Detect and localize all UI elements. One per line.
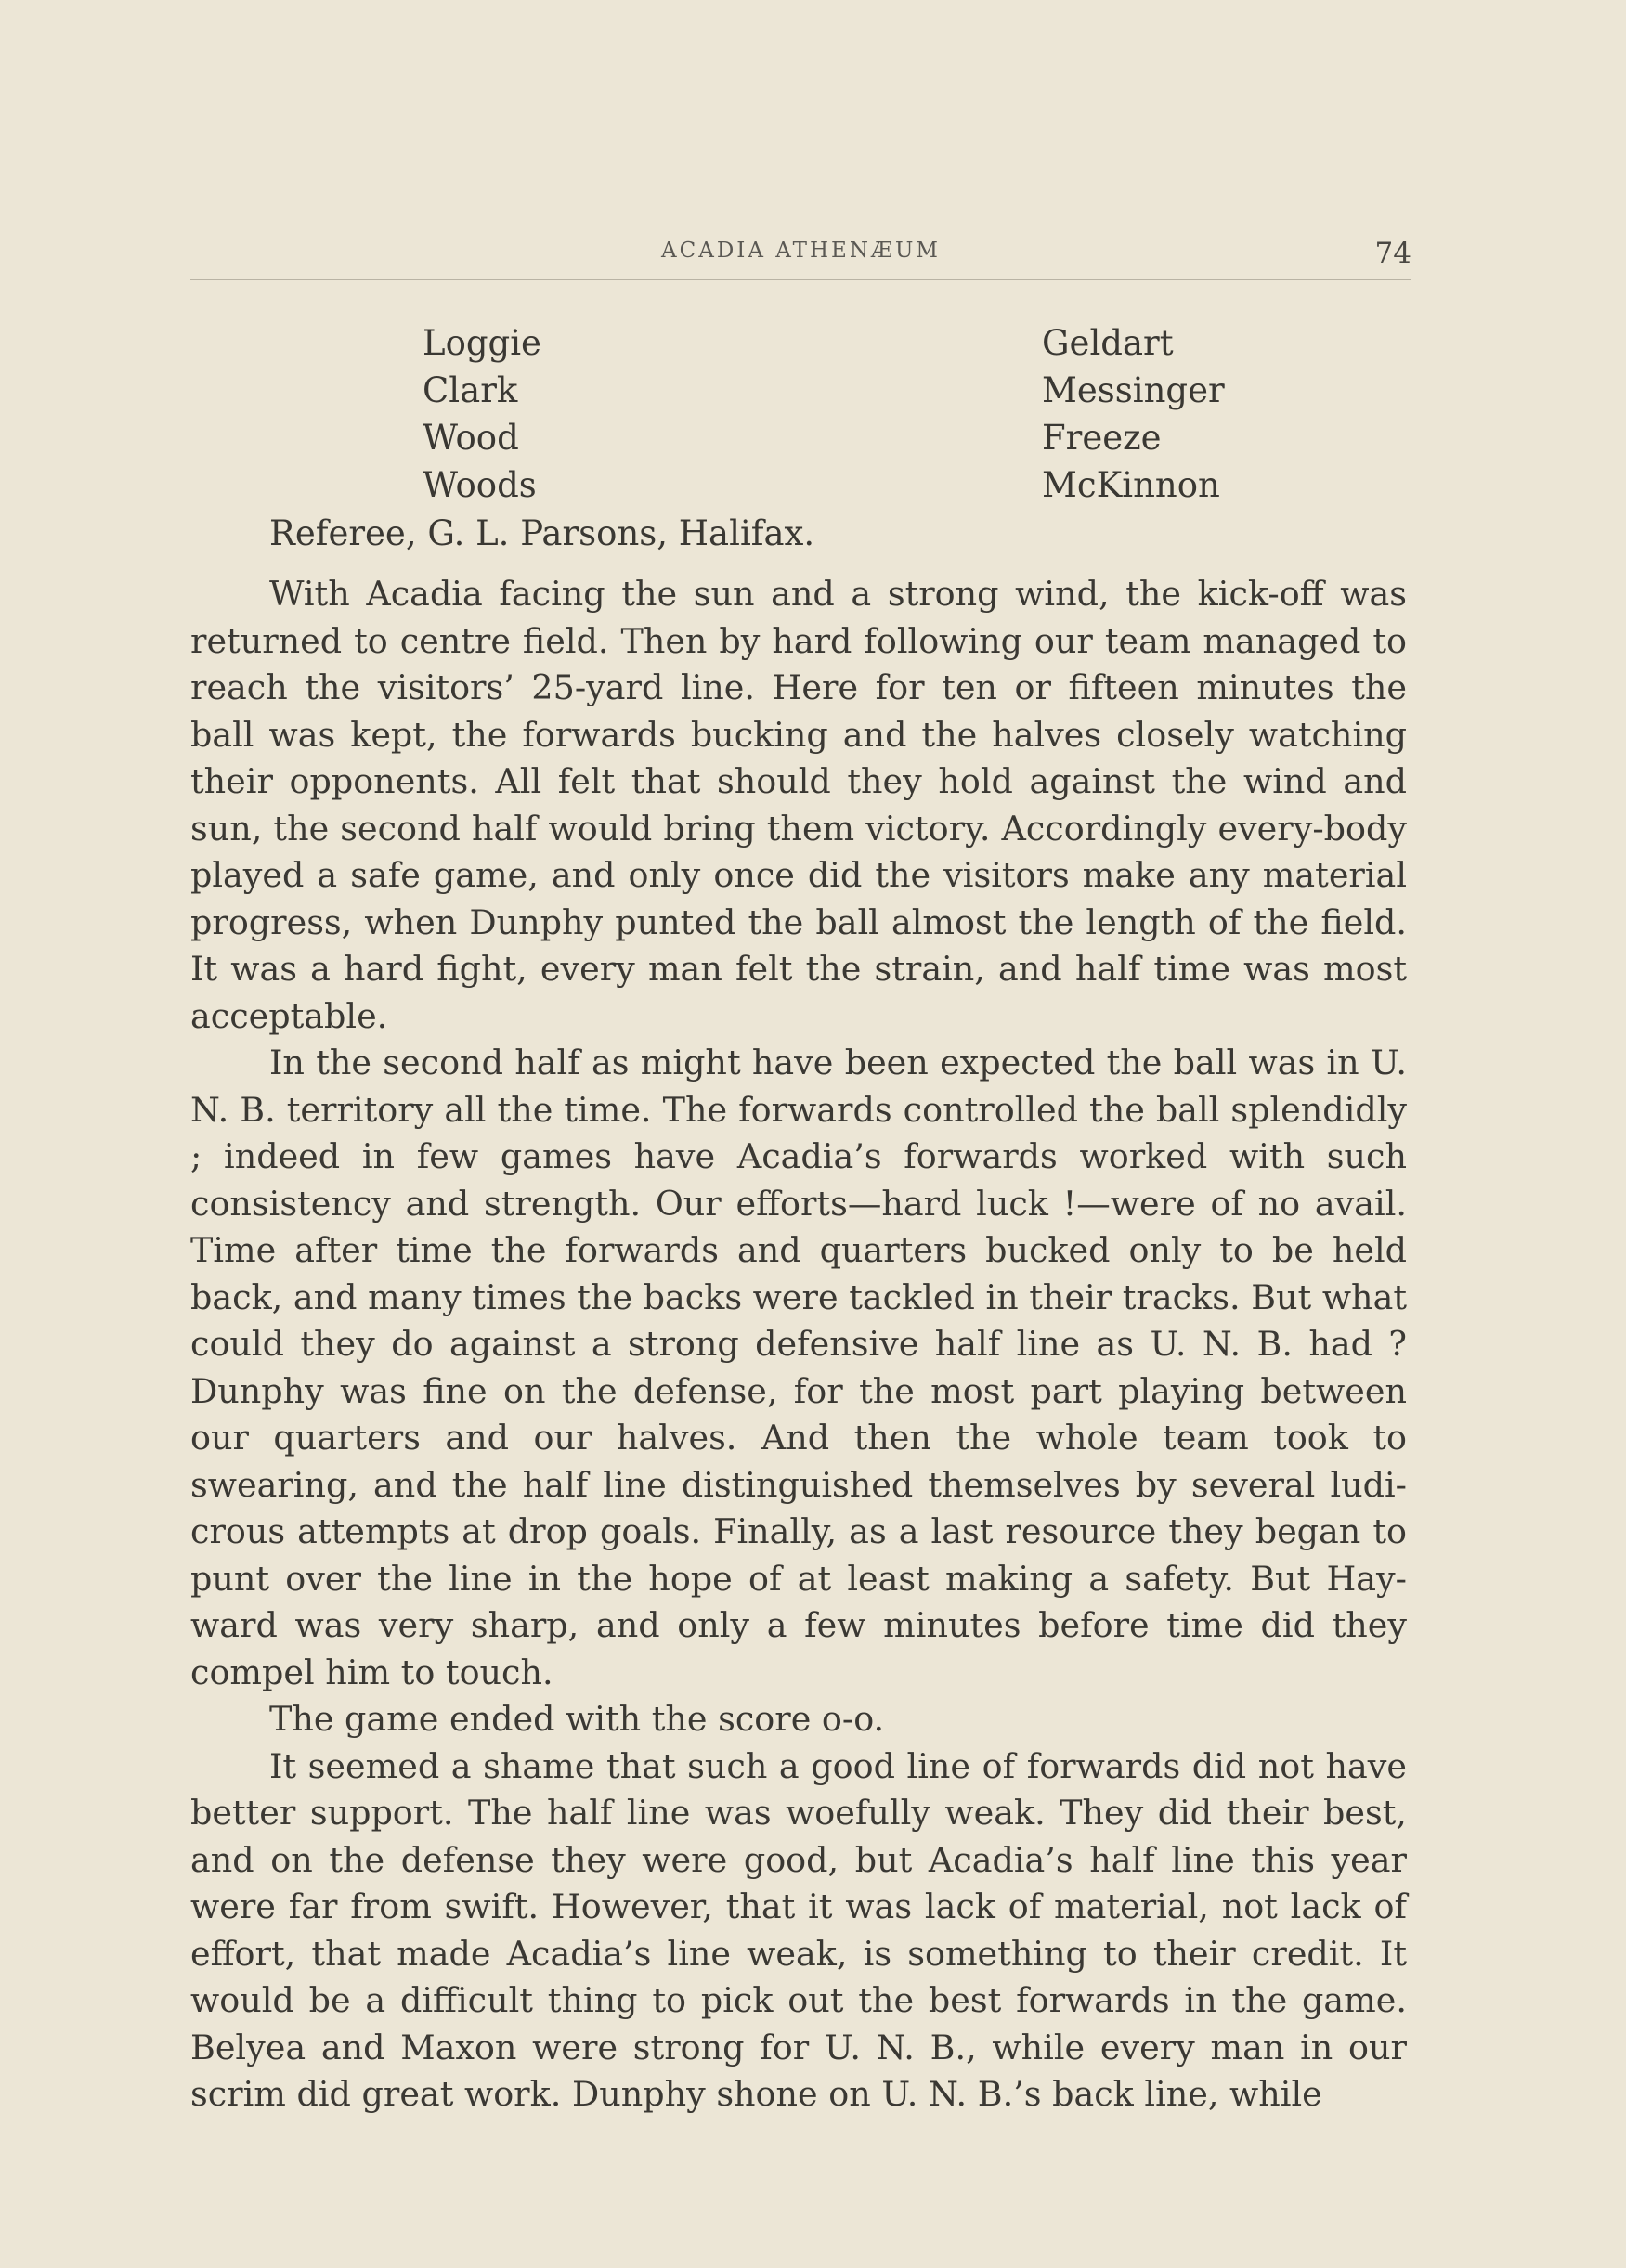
lineup-left-name: Clark xyxy=(423,370,518,410)
lineup-left-name: Loggie xyxy=(423,323,541,363)
lineup-right-name: Geldart xyxy=(1042,323,1174,363)
lineup-right-name: McKinnon xyxy=(1042,465,1220,505)
lineup-right-name: Messinger xyxy=(1042,370,1225,410)
paragraph: The game ended with the score o-o. xyxy=(269,1699,885,1739)
lineup-left-name: Wood xyxy=(423,418,519,458)
page-number: 74 xyxy=(1374,237,1411,270)
article-body xyxy=(190,571,1407,2119)
paragraph: With Acadia facing the sun and a strong wind, the kick-off was returned to centre field. Then by hard following our team managed to reach the visitors’ 25-yard line. Here for ten or fifteen minutes the ball was kept, the forwards bucking and the halves closely watching their opponents. All felt that should they hold against the wind and sun, the second half would bring them victory. Accordingly every-body played a safe game, and only once did the visitors make any material progress, when Dunphy punted the ball almost the length of the field. It was a hard fight, every man felt the strain, and half time was most acceptable. xyxy=(190,574,1407,1036)
paragraph: In the second half as might have been expected the ball was in U. N. B. territory all the time. The forwards controlled the ball splendidly ; indeed in few games have Acadia’s forwards worked with such consistency and strength. Our efforts—hard luck !—were of no avail. Time after time the forwards and quarters bucked only to be held back, and many times the backs were tackled in their tracks. But what could they do against a strong defensive half line as U. N. B. had ? Dunphy was fine on the defense, for the most part playing between our quarters and our halves. And then the whole team took to swearing, and the half line distinguished themselves by several ludi-crous attempts at drop goals. Finally, as a last resource they began to punt over the line in the hope of at least making a safety. But Hay-ward was very sharp, and only a few minutes before time did they compel him to touch. xyxy=(190,1043,1407,1692)
referee-line: Referee, G. L. Parsons, Halifax. xyxy=(269,513,815,553)
lineup-left-name: Woods xyxy=(423,465,537,505)
running-header xyxy=(190,237,1411,283)
lineup-right-name: Freeze xyxy=(1042,418,1162,458)
paragraph: It seemed a shame that such a good line of forwards did not have better support. The half line was woefully weak. They did their best, and on the defense they were good, but Acadia’s half line this year were far from swift. However, that it was lack of material, not lack of effort, that made Acadia’s line weak, is something to their credit. It would be a difficult thing to pick out the best forwards in the game. Belyea and Maxon were strong for U. N. B., while every man in our scrim did great work. Dunphy shone on U. N. B.’s back line, while xyxy=(190,1745,1407,2114)
journal-title: ACADIA ATHENÆUM xyxy=(661,239,941,263)
header-rule xyxy=(190,279,1411,280)
